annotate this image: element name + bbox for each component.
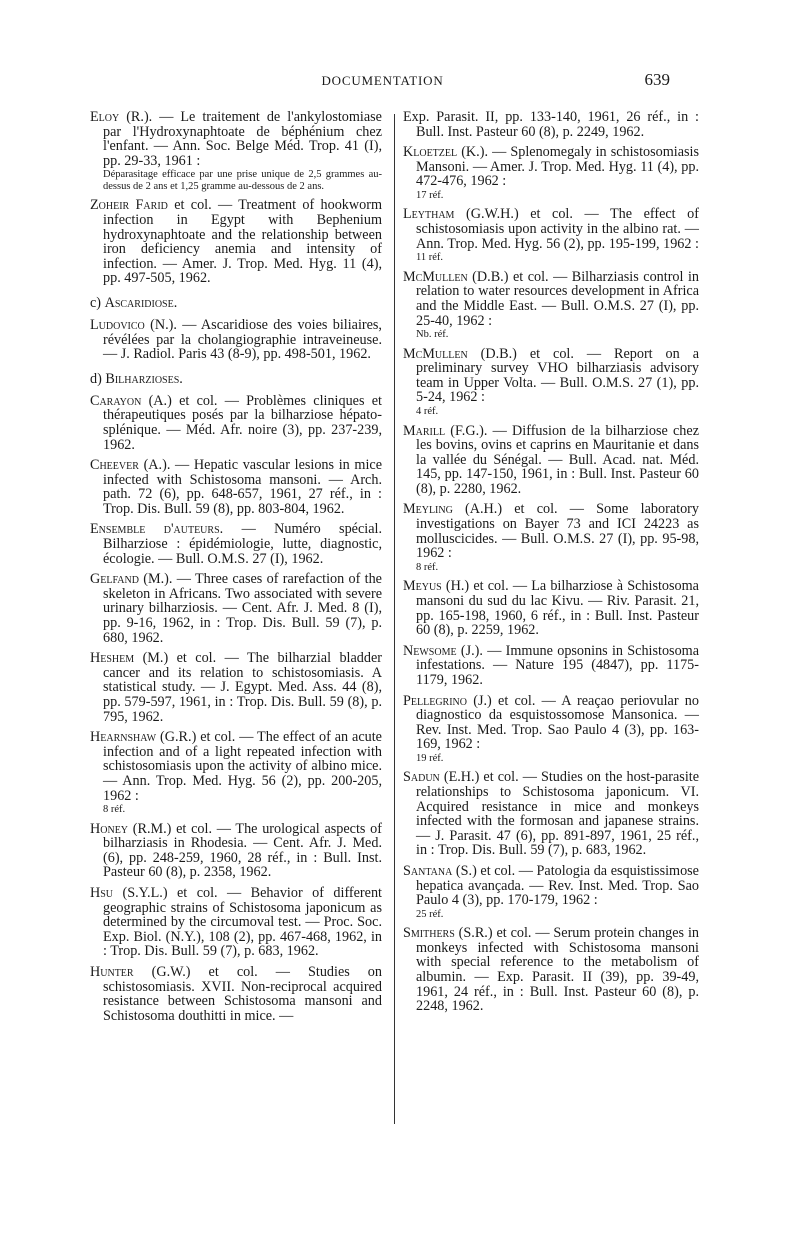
entry-author: Ludovico (N.). (90, 316, 177, 333)
entry-citation: et col. — Behavior of different geographic strains of Schistosoma japonicum as determined by the circumoval test. — Proc. Soc. Exp. Biol. (N.Y.), 108 (2), pp. 467-468, 1962, in : Trop. Dis. Bull. 59 (7), p. 683, 1962. (103, 885, 382, 960)
bibliography-entry (90, 965, 382, 1023)
entry-citation: et col. — Treatment of hookworm infection in Egypt with Bephenium hydroxynaphtoate and the relationship between iron deficiency anemia and intensity of infection. — Amer. J. Trop. Med. Hyg. 11 (4), pp. 497-505, 1962. (103, 197, 382, 287)
entry-citation: et col. — La bilharziose à Schistosoma mansoni du sud du lac Kivu. — Riv. Parasit. 21, pp. 165-198, 1960, 6 réf., in : Bull. Inst. Pasteur 60 (8), p. 2259, 1962. (416, 578, 699, 639)
page-number: 639 (644, 70, 670, 89)
section-name: Ascaridiose. (104, 294, 178, 311)
entry-author: Cheever (A.). (90, 457, 171, 474)
bibliography-entry (403, 424, 699, 497)
running-title: DOCUMENTATION (321, 73, 444, 88)
entry-note: Déparasitage efficace par une prise unique de 2,5 grammes au-dessus de 2 ans et 1,25 gramme au-dessous de 2 ans. (103, 169, 382, 192)
entry-author: Honey (R.M.) (90, 820, 172, 837)
entry-author: Gelfand (M.). (90, 571, 173, 588)
bibliography-entry (90, 318, 382, 362)
entry-note: Nb. réf. (416, 329, 449, 341)
entry-author: McMullen (D.B.) (403, 345, 517, 362)
section-prefix: d) (90, 370, 106, 387)
bibliography-entry (90, 522, 382, 566)
entry-author: Hearnshaw (G.R.) (90, 729, 197, 746)
ascaridiose-entries (90, 318, 382, 362)
entry-note: 17 réf. (416, 189, 444, 201)
entry-author: Ensemble d'auteurs. (90, 521, 224, 538)
entry-citation: — Three cases of rarefaction of the skeleton in Africans. Two associated with severe urinary bilharziosis. — Cent. Afr. J. Med. 8 (I), pp. 9-16, 1962, in : Trop. Dis. Bull. 59 (7), p. 680, 1962. (103, 571, 382, 646)
entry-note: 25 réf. (416, 908, 444, 920)
entry-citation: — Diffusion de la bilharziose chez les bovins, ovins et caprins en Mauritanie et dans la vallée du Sénégal. — Bull. Acad. nat. Méd. 145, pp. 147-150, 1961, in : Bull. Inst. Pasteur 60 (8), p. 2280, 1962. (416, 422, 699, 497)
entry-author: Marill (F.G.). (403, 422, 488, 439)
section-heading-ascaridiose (90, 296, 382, 311)
bibliography-entry (90, 886, 382, 959)
bibliography-entry (403, 864, 699, 920)
bibliography-entry (403, 502, 699, 573)
entry-author: Smithers (S.R.) (403, 925, 493, 942)
entry-citation: — Immune opsonins in Schistosoma infestations. — Nature 195 (4847), pp. 1175-1179, 1962. (416, 642, 699, 688)
entry-author: Kloetzel (K.). (403, 144, 488, 161)
section-name: Bilharzioses. (105, 370, 183, 387)
entry-citation: et col. — The effect of an acute infection and of a light repeated infection with schistosomiasis upon the activity of albino mice. — Ann. Trop. Med. Hyg. 56 (2), pp. 200-205, 1962 : (103, 729, 382, 804)
entry-citation: et col. — Serum protein changes in monkeys infected with Schistosoma mansoni with special reference to the metabolism of albumin. — Exp. Parasit. II (39), pp. 39-49, 1961, 24 réf., in : Bull. Inst. Pasteur 60 (8), p. 2248, 1962. (416, 925, 699, 1015)
bibliography-entry (403, 644, 699, 688)
bibliography-entry (403, 926, 699, 1014)
bibliography-entry (90, 730, 382, 815)
entry-author: Hunter (G.W.) (90, 964, 191, 980)
entry-author: Hsu (S.Y.L.) (90, 885, 168, 902)
right-column (403, 110, 699, 1020)
entry-author: Santana (S.) (403, 862, 477, 879)
bilharzioses-entries (90, 394, 382, 1024)
bibliography-entry (90, 198, 382, 286)
section-prefix: c) (90, 294, 105, 311)
bibliography-entry (90, 651, 382, 724)
entry-note: 19 réf. (416, 752, 444, 764)
right-column-entries (403, 110, 699, 1014)
entry-citation: — Splenomegaly in schistosomiasis Mansoni. — Amer. J. Trop. Med. Hyg. 11 (4), pp. 472-476, 1962 : (416, 144, 699, 190)
entry-citation: et col. — Problèmes cliniques et thérapeutiques posés par la bilharziose hépato-splénique. — Méd. Afr. noire (3), pp. 237-239, 1962. (103, 392, 382, 453)
entry-citation: — Le traitement de l'ankylostomiase par l'Hydroxynaphtoate de béphénium chez l'enfant. — Ann. Soc. Belge Méd. Trop. 41 (I), pp. 29-33, 1961 : (103, 109, 382, 169)
entry-citation: et col. — Bilharziasis control in relation to water resources development in Africa and the Middle East. — Bull. O.M.S. 27 (I), pp. 25-40, 1962 : (416, 268, 700, 329)
entry-note: 4 réf. (416, 406, 439, 417)
entry-author: Meyling (A.H.) (403, 501, 503, 518)
entry-author: Leytham (G.W.H.) (403, 206, 519, 223)
entry-citation: et col. — The effect of schistosomiasis upon activity in the albino rat. — Ann. Trop. Med. Hyg. 56 (2), pp. 195-199, 1962 : (416, 206, 699, 252)
entry-citation: — Hepatic vascular lesions in mice infected with Schistosoma mansoni. — Arch. path. 72 (6), pp. 648-657, 1961, 27 réf., in : Trop. Dis. Bull. 59 (8), pp. 803-804, 1962. (103, 457, 382, 517)
entry-author: Newsome (J.). (403, 642, 483, 659)
entry-citation: et col. — The bilharzial bladder cancer and its relation to schistosomiasis. A statistical study. — J. Egypt. Med. Ass. 44 (8), pp. 579-597, 1961, in : Trop. Dis. Bull. 59 (8), p. 795, 1962. (103, 650, 383, 725)
entry-author: Zoheir Farid (90, 197, 168, 214)
bibliography-entry (90, 458, 382, 516)
entry-author: Sadun (E.H.) (403, 769, 480, 786)
entry-citation: — Numéro spécial. Bilharziose : épidémiologie, lutte, diagnostic, écologie. — Bull. O.M.S. 27 (I), 1962. (103, 521, 382, 567)
bibliography-entry (90, 110, 382, 192)
entry-author: Heshem (M.) (90, 650, 169, 667)
bibliography-entry (403, 207, 699, 263)
entry-citation: et col. — The urological aspects of bilharziasis in Rhodesia. — Cent. Afr. J. Med. (6), pp. 248-259, 1960, 28 réf., in : Bull. Inst. Pasteur 60 (8), p. 2358, 1962. (103, 820, 382, 881)
bibliography-entry (90, 822, 382, 880)
entry-citation: et col. — Report on a preliminary survey VHO bilharziasis advisory team in Upper Volta. — Bull. O.M.S. 27 (1), pp. 5-24, 1962 : (416, 345, 699, 406)
entry-note: 8 réf. (416, 561, 439, 573)
entry-author: Carayon (A.) (90, 392, 172, 409)
bibliography-entry (403, 110, 699, 139)
bibliography-entry (403, 770, 699, 858)
bibliography-entry (403, 145, 699, 201)
bibliography-entry (90, 394, 382, 452)
bibliography-entry (403, 347, 699, 418)
bibliography-entry (403, 694, 699, 765)
entry-citation: et col. — A reaçao periovular no diagnostico da esquistossomose Mansonica. — Rev. Inst. Med. Trop. Sao Paulo 4 (3), pp. 163-169, 1962 : (416, 692, 699, 753)
entry-author: McMullen (D.B.) (403, 268, 509, 285)
entry-author: Meyus (H.) (403, 578, 470, 595)
left-column (90, 110, 382, 1029)
bibliography-entry (403, 579, 699, 637)
section-heading-bilharzioses (90, 372, 382, 387)
entry-citation: et col. — Patologia da esquistissimose hepatica avançada. — Rev. Inst. Med. Trop. Sao Paulo 4 (3), pp. 170-179, 1962 : (416, 862, 699, 909)
entry-citation: Exp. Parasit. II, pp. 133-140, 1961, 26 réf., in : Bull. Inst. Pasteur 60 (8), p. 2249, 1962. (403, 109, 699, 140)
entry-note: 8 réf. (103, 804, 126, 816)
ankylostomiasis-entries (90, 110, 382, 286)
entry-citation: — Ascaridiose des voies biliaires, révélées par la cholangiographie intraveineuse. — J. Radiol. Paris 43 (8-9), pp. 498-501, 1962. (103, 316, 382, 363)
entry-citation: et col. — Studies on schistosomiasis. XVII. Non-reciprocal acquired resistance between Schistosoma mansoni and Schistosoma douthitti in mice. — (103, 964, 382, 1024)
entry-citation: et col. — Some laboratory investigations on Bayer 73 and ICI 24223 as molluscicides. — Bull. O.M.S. 27 (I), pp. 95-98, 1962 : (416, 501, 699, 562)
entry-author: Eloy (R.). (90, 109, 153, 125)
bibliography-entry (403, 270, 699, 341)
entry-author: Pellegrino (J.) (403, 692, 492, 709)
entry-note: 11 réf. (416, 252, 444, 264)
bibliography-entry (90, 572, 382, 645)
column-divider (394, 114, 395, 1124)
entry-citation: et col. — Studies on the host-parasite relationships to Schistosoma japonicum. VI. Acquired resistance in mice and monkeys infected with the formosan and japanese strains. — J. Parasit. 47 (6), pp. 891-897, 1961, 25 réf., in : Trop. Dis. Bull. 59 (7), p. 683, 1962. (416, 769, 699, 859)
page-header (95, 70, 670, 92)
